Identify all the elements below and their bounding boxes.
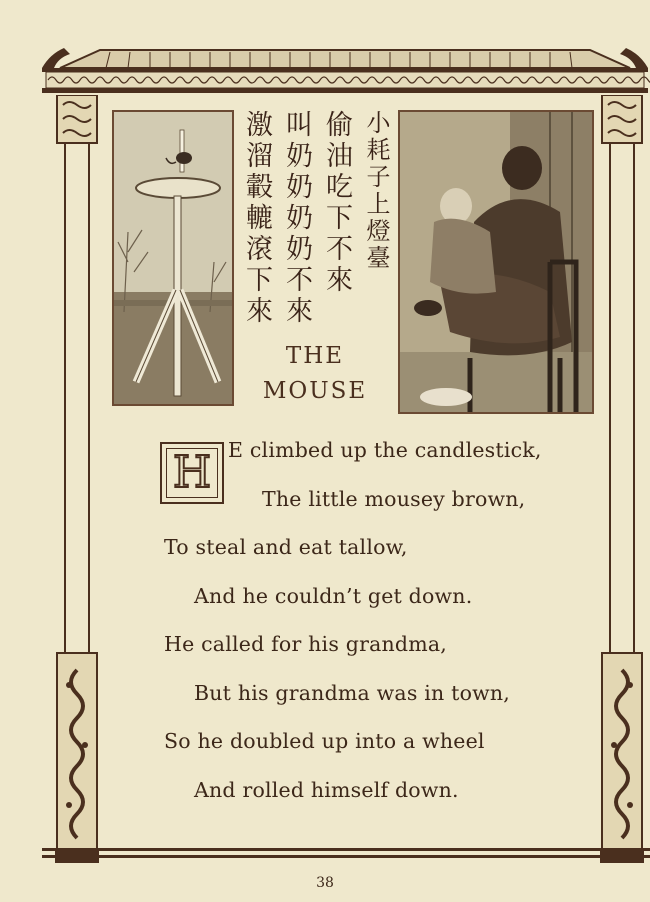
title-line-1: THE (285, 343, 345, 369)
poem-line-5: He called for his grandma, (164, 632, 448, 656)
roof-ornament (40, 40, 650, 98)
right-pillar (600, 95, 644, 865)
left-pillar (55, 95, 99, 865)
poem-line-6: But his grandma was in town, (194, 681, 510, 705)
title-line-2: MOUSE (262, 378, 368, 404)
drop-cap (160, 442, 224, 504)
poem-line-7: So he doubled up into a wheel (164, 729, 485, 753)
chinese-column-2: 偷油吃下不來 (321, 110, 352, 296)
poem-line-8: And rolled himself down. (194, 778, 459, 802)
frame-base (42, 846, 650, 860)
poem-line-2: The little mousey brown, (262, 487, 526, 511)
candlestick-illustration (114, 112, 232, 404)
chinese-column-4: 激溜轂轆滾下來 (241, 110, 272, 327)
poem-line-1: E climbed up the candlestick, (228, 438, 542, 462)
grandmother-photo (398, 110, 594, 414)
chinese-column-1: 小耗子上燈臺 (362, 110, 390, 272)
poem-line-4: And he couldn’t get down. (194, 584, 473, 608)
candlestick-photo (112, 110, 234, 406)
drop-cap-letter: H (172, 447, 212, 498)
page-number: 38 (316, 875, 334, 891)
chinese-column-3: 叫奶奶奶奶不來 (281, 110, 312, 327)
grandmother-illustration (400, 112, 592, 412)
poem-line-3: To steal and eat tallow, (164, 535, 408, 559)
